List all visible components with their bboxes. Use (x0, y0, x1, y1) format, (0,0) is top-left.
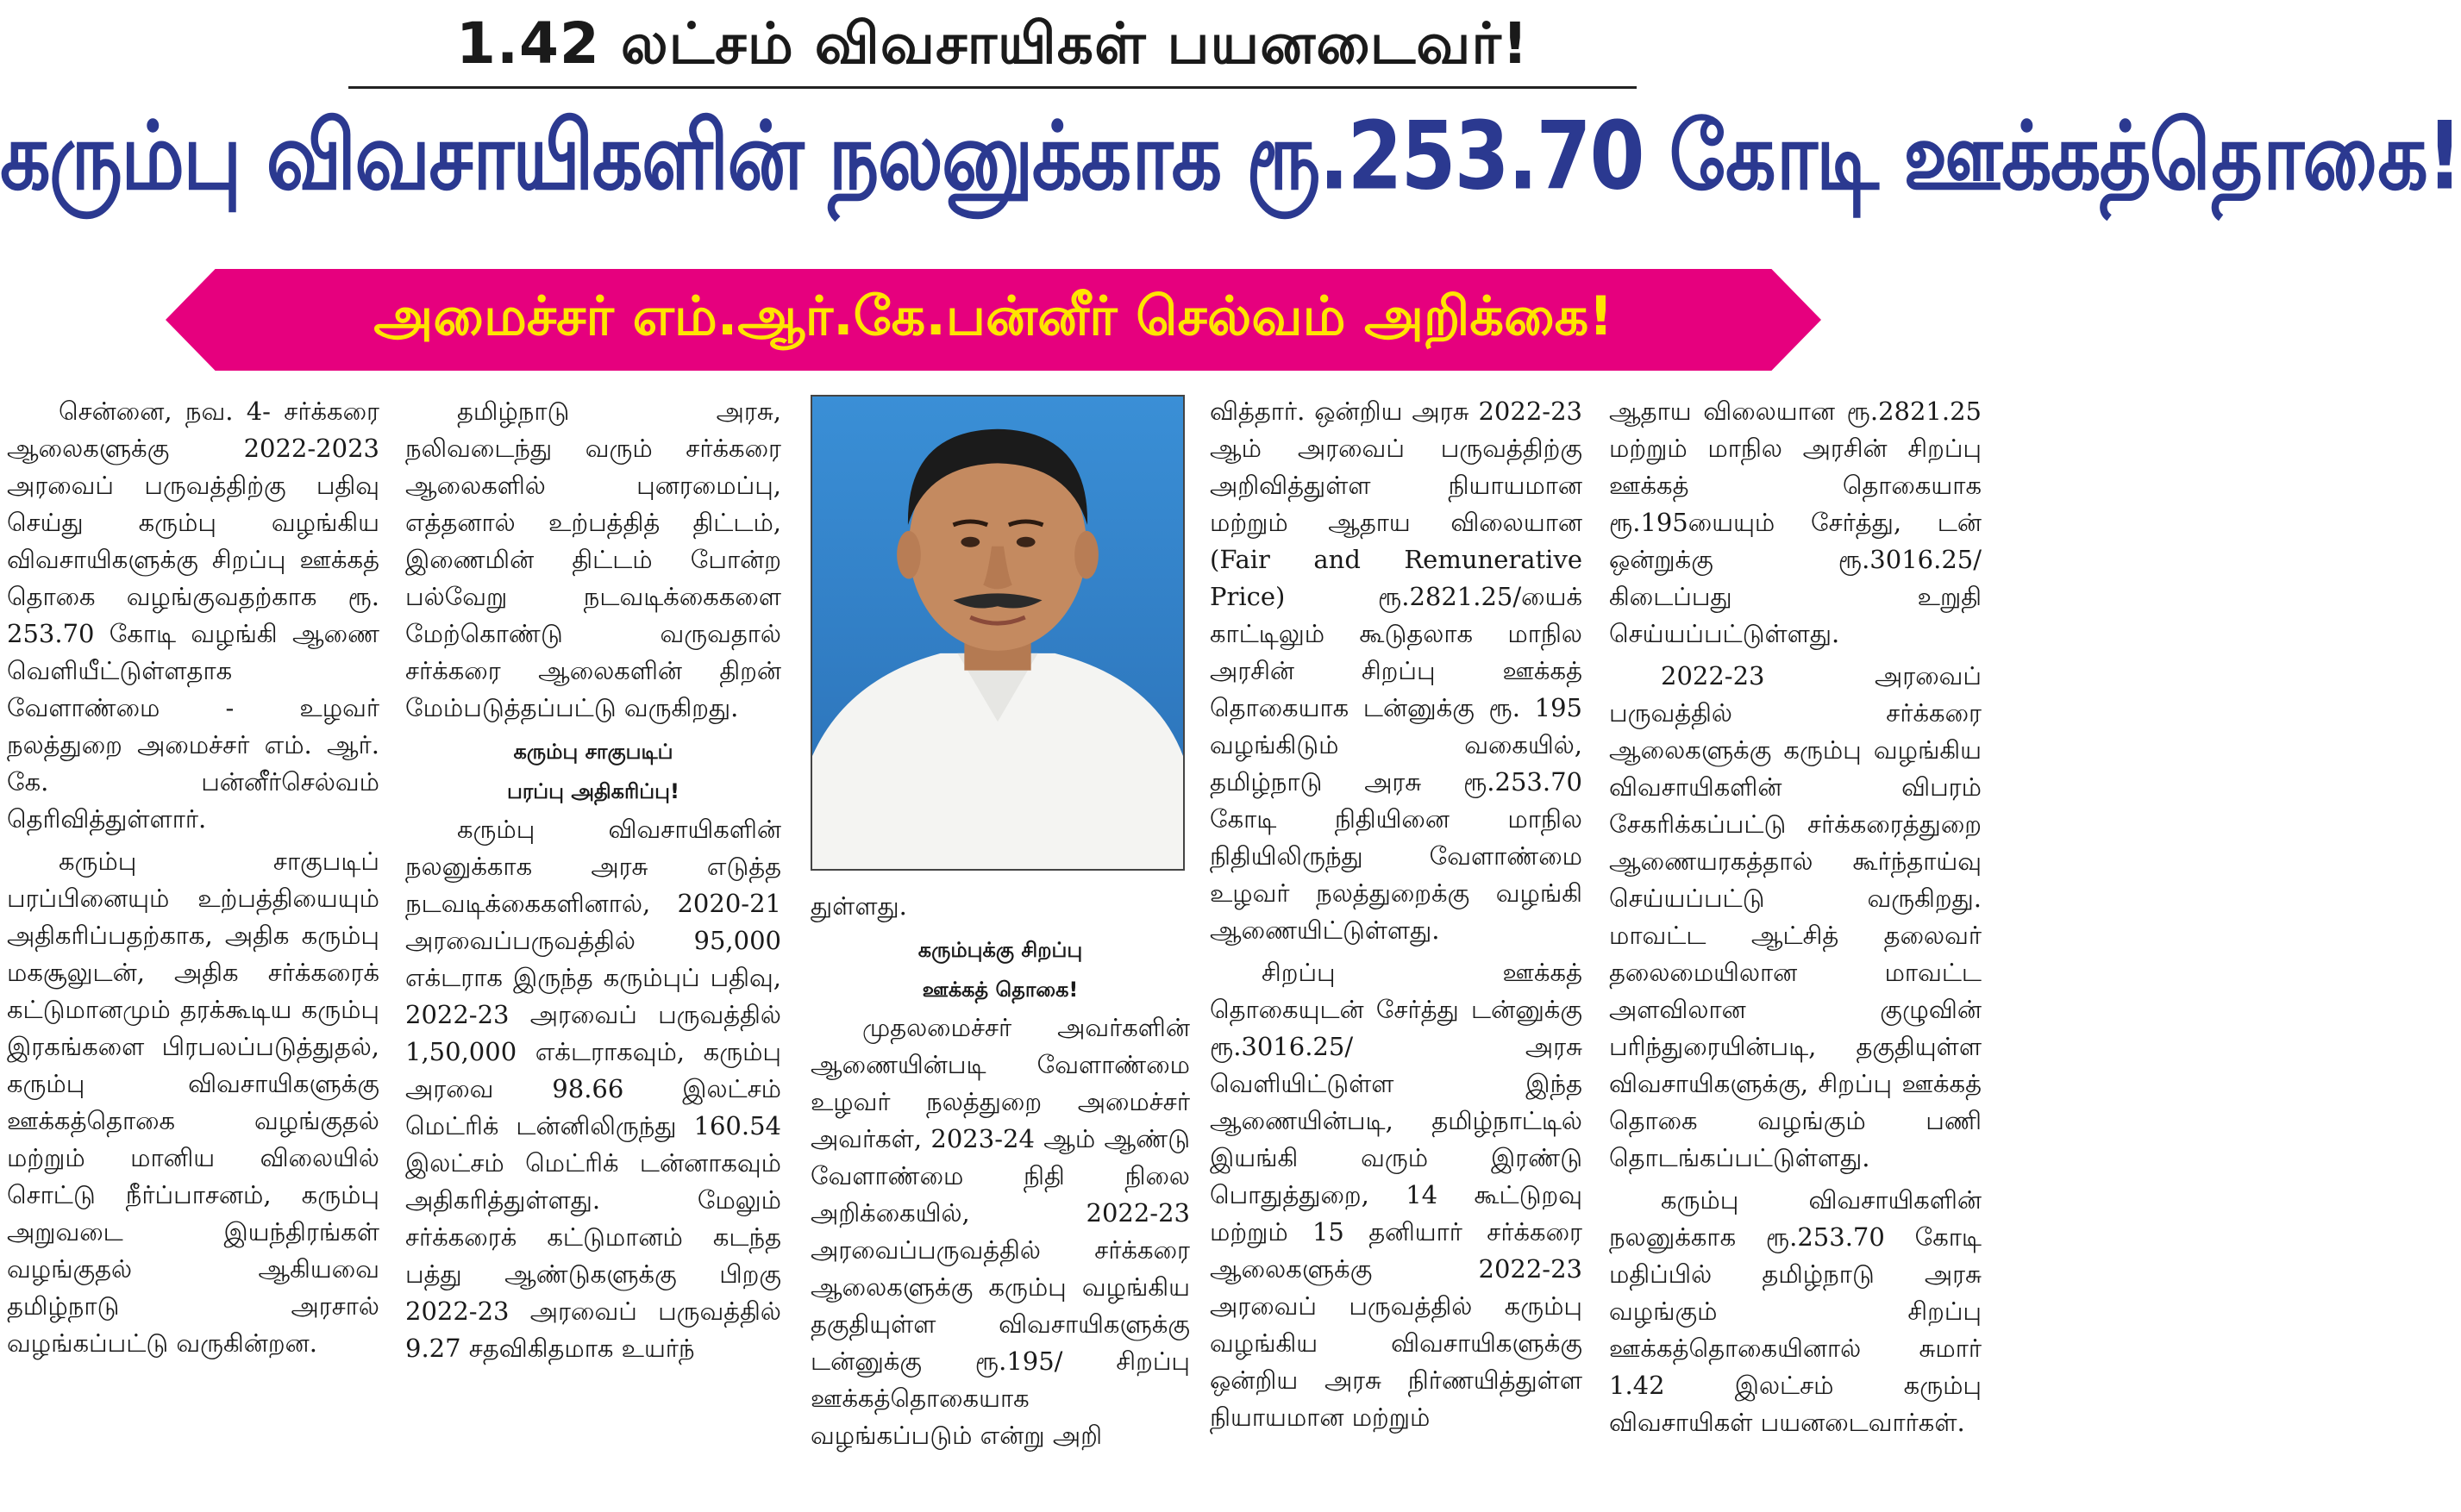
article-column-4 (1210, 393, 1582, 1505)
paragraph: ஆதாய விலையான ரூ.2821.25 மற்றும் மாநில அரசின் சிறப்பு ஊக்கத் தொகையாக ரூ.195யையும் சேர்த்து, டன் ஒன்றுக்கு ரூ.3016.25/ கிடைப்பது உறுதி செய்யப்பட்டுள்ளது. (1609, 397, 1982, 648)
subheading: கரும்புக்கு சிறப்பு (917, 938, 1083, 962)
portrait-photo (811, 395, 1185, 871)
article-column-3 (811, 888, 1190, 1509)
article-column-2 (405, 393, 781, 1505)
subheading: பரப்பு அதிகரிப்பு! (507, 779, 679, 803)
main-headline: கரும்பு விவசாயிகளின் நலனுக்காக ரூ.253.70 கோடி ஊக்கத்தொகை! (0, 102, 2461, 211)
paragraph: முதலமைச்சர் அவர்களின் ஆணையின்படி வேளாண்மை உழவர் நலத்துறை அமைச்சர் அவர்கள், 2023-24 ஆம் ஆண்டு வேளாண்மை நிதி நிலை அறிக்கையில், 2022-23 அரவைப்பருவத்தில் சர்க்கரை ஆலைகளுக்கு கரும்பு வழங்கிய தகுதியுள்ள விவசாயிகளுக்கு டன்னுக்கு ரூ.195/ சிறப்பு ஊக்கத்தொகையாக வழங்கப்படும் என்று அறி (811, 1013, 1190, 1450)
paragraph: கரும்பு சாகுபடிப் பரப்பினையும் உற்பத்தியையும் அதிகரிப்பதற்காக, அதிக கரும்பு மகசூலுடன், அதிக சர்க்கரைக் கட்டுமானமும் தரக்கூடிய கரும்பு இரகங்களை பிரபலப்படுத்துதல், கரும்பு விவசாயிகளுக்கு ஊக்கத்தொகை வழங்குதல் மற்றும் மானிய விலையில் சொட்டு நீர்ப்பாசனம், கரும்பு அறுவடை இயந்திரங்கள் வழங்குதல் ஆகியவை தமிழ்நாடு அரசால் வழங்கப்பட்டு வருகின்றன. (7, 847, 379, 1358)
paragraph: கரும்பு விவசாயிகளின் நலனுக்காக அரசு எடுத்த நடவடிக்கைகளினால், 2020-21 அரவைப்பருவத்தில் 95,000 எக்டராக இருந்த கரும்புப் பதிவு, 2022-23 அரவைப் பருவத்தில் 1,50,000 எக்டராகவும், கரும்பு அரவை 98.66 இலட்சம் மெட்ரிக் டன்னிலிருந்து 160.54 இலட்சம் மெட்ரிக் டன்னாகவும் அதிகரித்துள்ளது. மேலும் சர்க்கரைக் கட்டுமானம் கடந்த பத்து ஆண்டுகளுக்கு பிறகு 2022-23 அரவைப் பருவத்தில் 9.27 சதவிகிதமாக உயர்ந் (405, 815, 781, 1363)
kicker-headline: 1.42 லட்சம் விவசாயிகள் பயனடைவர்! (456, 10, 1529, 77)
article-column-5 (1609, 393, 1982, 1505)
banner-subheadline: அமைச்சர் எம்.ஆர்.கே.பன்னீர் செல்வம் அறிக்கை! (373, 284, 1613, 347)
paragraph: வித்தார். ஒன்றிய அரசு 2022-23 ஆம் அரவைப் பருவத்திற்கு அறிவித்துள்ள நியாயமான மற்றும் ஆதாய விலையான (Fair and Remunerative Price) ரூ.2821.25/யைக் காட்டிலும் கூடுதலாக மாநில அரசின் சிறப்பு ஊக்கத் தொகையாக டன்னுக்கு ரூ. 195 வழங்கிடும் வகையில், தமிழ்நாடு அரசு ரூ.253.70 கோடி நிதியினை மாநில நிதியிலிருந்து வேளாண்மை உழவர் நலத்துறைக்கு வழங்கி ஆணையிட்டுள்ளது. (1210, 397, 1582, 945)
portrait-photo-icon (812, 397, 1183, 869)
subheading: கரும்பு சாகுபடிப் (513, 740, 673, 764)
paragraph: துள்ளது. (811, 891, 907, 921)
paragraph: சிறப்பு ஊக்கத் தொகையுடன் சேர்த்து டன்னுக்கு ரூ.3016.25/ அரசு வெளியிட்டுள்ள இந்த ஆணையின்படி, தமிழ்நாட்டில் இயங்கி வரும் இரண்டு பொதுத்துறை, 14 கூட்டுறவு மற்றும் 15 தனியார் சர்க்கரை ஆலைகளுக்கு 2022-23 அரவைப் பருவத்தில் கரும்பு வழங்கிய விவசாயிகளுக்கு ஒன்றிய அரசு நிர்ணயித்துள்ள நியாயமான மற்றும் (1210, 958, 1582, 1432)
article-column-1 (7, 393, 379, 1505)
paragraph: தமிழ்நாடு அரசு, நலிவடைந்து வரும் சர்க்கரை ஆலைகளில் புனரமைப்பு, எத்தனால் உற்பத்தித் திட்டம், இணைமின் திட்டம் போன்ற பல்வேறு நடவடிக்கைகளை மேற்கொண்டு வருவதால் சர்க்கரை ஆலைகளின் திறன் மேம்படுத்தப்பட்டு வருகிறது. (405, 397, 781, 722)
kicker-divider (348, 86, 1637, 89)
paragraph: 2022-23 அரவைப் பருவத்தில் சர்க்கரை ஆலைகளுக்கு கரும்பு வழங்கிய விவசாயிகளின் விபரம் சேகரிக்கப்பட்டு சர்க்கரைத்துறை ஆணையரகத்தால் கூர்ந்தாய்வு செய்யப்பட்டு வருகிறது. மாவட்ட ஆட்சித் தலைவர் தலைமையிலான மாவட்ட அளவிலான குழுவின் பரிந்துரையின்படி, தகுதியுள்ள விவசாயிகளுக்கு, சிறப்பு ஊக்கத் தொகை வழங்கும் பணி தொடங்கப்பட்டுள்ளது. (1609, 661, 1982, 1172)
paragraph: கரும்பு விவசாயிகளின் நலனுக்காக ரூ.253.70 கோடி மதிப்பில் தமிழ்நாடு அரசு வழங்கும் சிறப்பு ஊக்கத்தொகையினால் சுமார் 1.42 இலட்சம் கரும்பு விவசாயிகள் பயனடைவார்கள். (1609, 1185, 1982, 1437)
subheading: ஊக்கத் தொகை! (922, 978, 1079, 1002)
paragraph: சென்னை, நவ. 4- சர்க்கரை ஆலைகளுக்கு 2022-2023 அரவைப் பருவத்திற்கு பதிவு செய்து கரும்பு வழங்கிய விவசாயிகளுக்கு சிறப்பு ஊக்கத் தொகை வழங்குவதற்காக ரூ. 253.70 கோடி வழங்கி ஆணை வெளியீட்டுள்ளதாக வேளாண்மை - உழவர் நலத்துறை அமைச்சர் எம். ஆர். கே. பன்னீர்செல்வம் தெரிவித்துள்ளார். (7, 397, 379, 834)
